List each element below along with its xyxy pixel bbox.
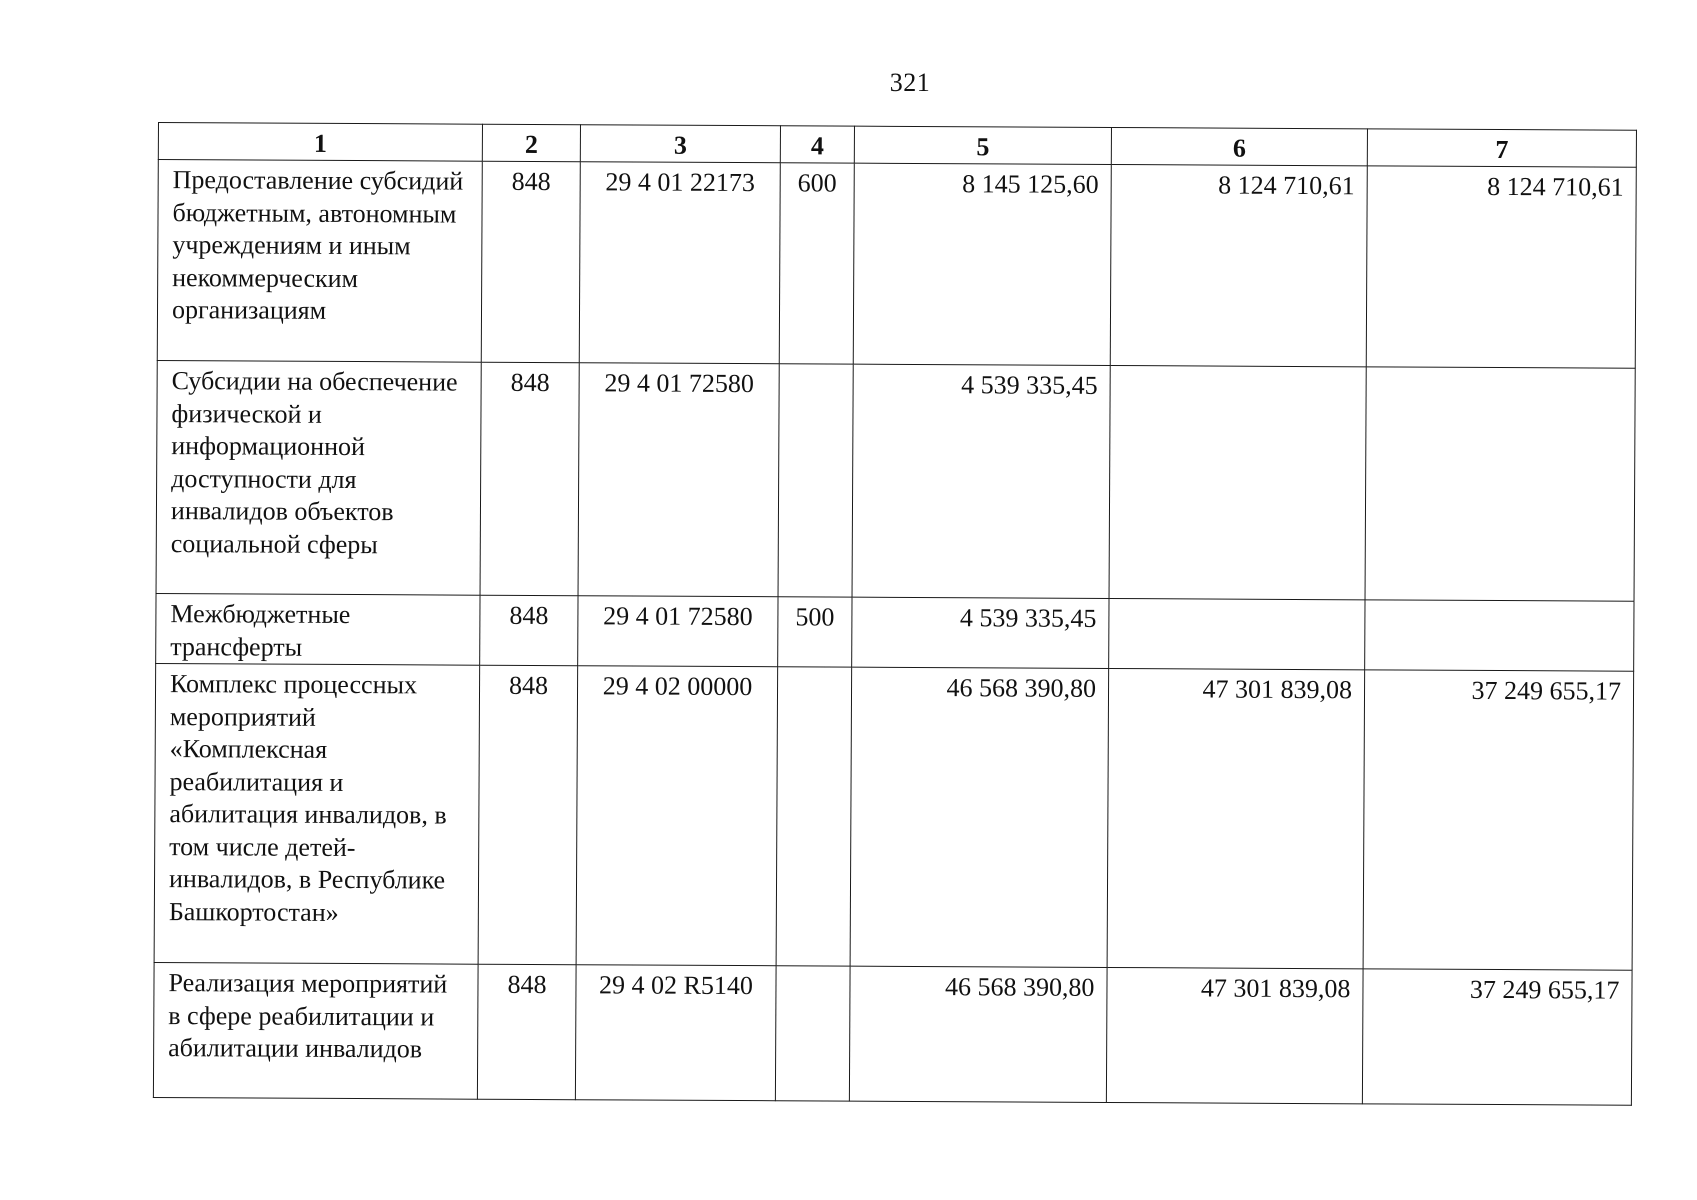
row-name-cell: Предоставление субсидий бюджетным, автономным учреждениям и иным некоммерческим организациям bbox=[157, 160, 482, 363]
row-expense-type-cell: 500 bbox=[778, 597, 852, 667]
row-amount-6-cell: 47 301 839,08 bbox=[1106, 967, 1363, 1103]
column-header-3: 3 bbox=[580, 125, 780, 163]
page-number: 321 bbox=[889, 68, 931, 97]
column-header-5: 5 bbox=[854, 126, 1111, 164]
column-header-2: 2 bbox=[482, 124, 580, 162]
row-amount-5-cell: 46 568 390,80 bbox=[849, 966, 1107, 1102]
table-row bbox=[157, 160, 1636, 369]
row-amount-7-cell: 37 249 655,17 bbox=[1363, 670, 1634, 970]
row-expense-type-cell: 600 bbox=[779, 163, 854, 364]
row-amount-5-cell: 4 539 335,45 bbox=[852, 597, 1109, 668]
row-code-cell: 848 bbox=[481, 161, 580, 363]
row-code-cell: 848 bbox=[480, 595, 578, 666]
budget-table bbox=[153, 122, 1637, 1106]
row-target-code-cell: 29 4 02 00000 bbox=[576, 666, 778, 966]
row-name-cell: Межбюджетные трансферты bbox=[156, 593, 480, 665]
row-amount-6-cell: 8 124 710,61 bbox=[1110, 164, 1367, 366]
row-amount-6-cell: 47 301 839,08 bbox=[1107, 668, 1365, 968]
table-row bbox=[156, 593, 1634, 671]
table-row bbox=[156, 360, 1635, 601]
row-expense-type-cell bbox=[778, 364, 853, 597]
row-amount-7-cell bbox=[1365, 600, 1634, 671]
column-header-4: 4 bbox=[780, 126, 854, 163]
row-target-code-cell: 29 4 01 22173 bbox=[579, 162, 780, 364]
row-code-cell: 848 bbox=[478, 665, 578, 965]
table-row bbox=[154, 663, 1634, 970]
row-amount-5-cell: 46 568 390,80 bbox=[850, 667, 1109, 967]
row-target-code-cell: 29 4 02 R5140 bbox=[575, 965, 776, 1101]
row-name-cell: Комплекс процессных мероприятий «Комплексная реабилитация и абилитация инвалидов, в том числе детей-инвалидов, в Республике Башкортостан» bbox=[154, 663, 480, 964]
row-name-cell: Реализация мероприятий в сфере реабилитации и абилитации инвалидов bbox=[153, 962, 478, 1099]
table-row bbox=[153, 962, 1632, 1105]
row-amount-7-cell: 8 124 710,61 bbox=[1366, 166, 1636, 368]
column-header-6: 6 bbox=[1111, 127, 1367, 165]
row-amount-5-cell: 8 145 125,60 bbox=[853, 163, 1111, 365]
row-target-code-cell: 29 4 01 72580 bbox=[578, 596, 778, 667]
row-expense-type-cell bbox=[775, 966, 850, 1101]
row-amount-5-cell: 4 539 335,45 bbox=[852, 364, 1110, 598]
row-code-cell: 848 bbox=[477, 964, 576, 1100]
row-name-cell: Субсидии на обеспечение физической и информационной доступности для инвалидов объектов социальной сферы bbox=[156, 360, 481, 595]
column-header-7: 7 bbox=[1367, 129, 1636, 167]
row-target-code-cell: 29 4 01 72580 bbox=[578, 363, 779, 597]
row-amount-7-cell bbox=[1365, 367, 1635, 601]
row-amount-6-cell bbox=[1109, 598, 1365, 669]
row-expense-type-cell bbox=[776, 667, 852, 966]
row-code-cell: 848 bbox=[480, 362, 579, 596]
row-amount-7-cell: 37 249 655,17 bbox=[1362, 969, 1632, 1105]
column-header-1: 1 bbox=[158, 123, 482, 162]
row-amount-6-cell bbox=[1109, 365, 1366, 599]
